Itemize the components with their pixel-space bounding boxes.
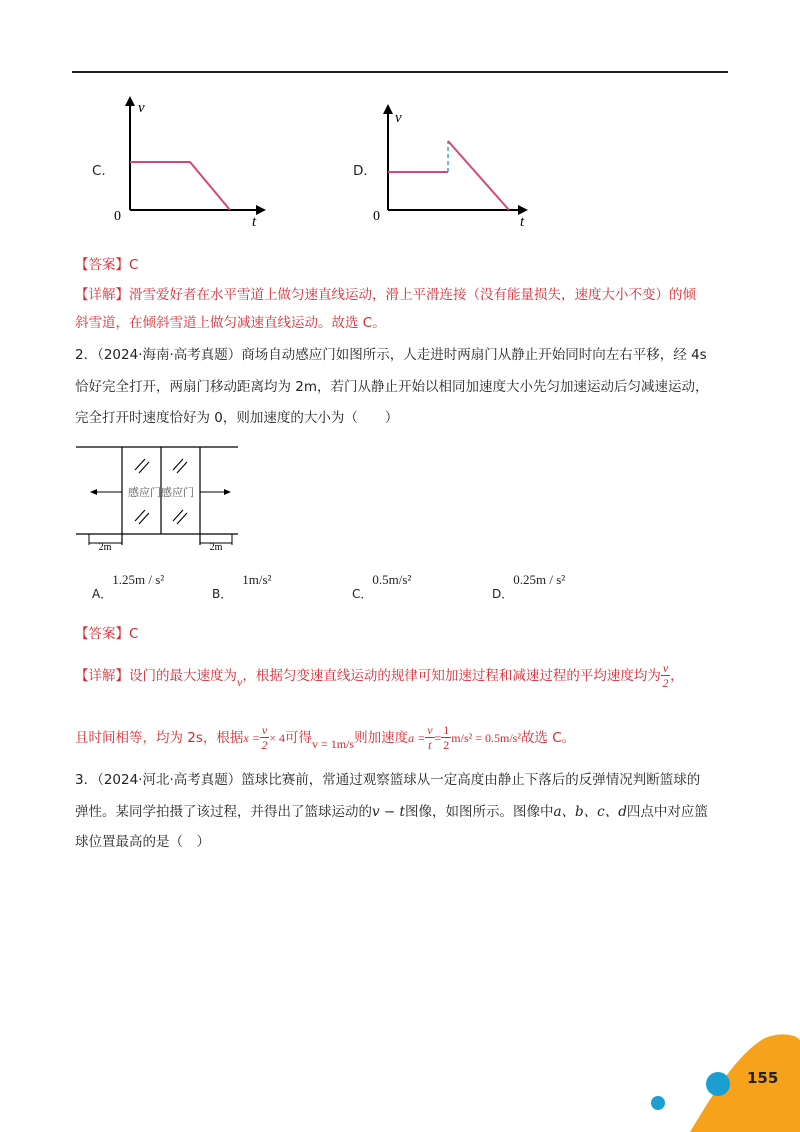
graph-c-v-label: v (138, 100, 145, 116)
q3-stem-line1: 3．（2024·河北·高考真题）篮球比赛前，常通过观察篮球从一定高度由静止下落后的反弹情况判断篮球的 (75, 772, 701, 788)
q2-formula-v: v = 1m/s (311, 737, 355, 751)
q2-stem-line2: 恰好完全打开，两扇门移动距离均为 2m，若门从静止开始以相同加速度大小先匀加速运动后匀减速运动， (75, 379, 709, 395)
q2-formula-x-tail: × 4 (269, 731, 285, 745)
graph-d-t-label: t (520, 214, 525, 230)
q3-vt-symbol: v − t (372, 804, 405, 820)
page-number: 155 (747, 1069, 779, 1087)
option-c[interactable] (352, 572, 412, 602)
option-b[interactable] (212, 572, 272, 602)
q2-detail-a: 设门的最大速度为 (129, 668, 237, 684)
q2-formula-x: x = (243, 731, 260, 745)
q1-detail-text1: 滑雪爱好者在水平雪道上做匀速直线运动，滑上平滑连接（没有能量损失，速度大小不变）的倾 (129, 287, 696, 303)
q2-detail2-d: 故选 C。 (520, 730, 576, 746)
option-c-letter: C． (352, 587, 373, 601)
header-rule (72, 71, 728, 73)
q3-stem-line2: 弹性。某同学拍摄了该过程，并得出了篮球运动的v − t图像，如图所示。图像中a、b、c、d四点中对应篮 (75, 804, 708, 820)
q2-detail-line1 (75, 660, 684, 692)
graph-c (108, 92, 273, 232)
option-d-letter: D． (492, 587, 514, 601)
graph-d (368, 92, 538, 232)
dim-right-label: 2m (209, 542, 223, 553)
q1-detail-line1 (75, 285, 696, 305)
q2-var-v: v (237, 675, 243, 689)
option-a-value: 1.25m / s² (112, 572, 165, 587)
option-b-value: 1m/s² (242, 572, 272, 587)
q2-stem-line1: 2．（2024·海南·高考真题）商场自动感应门如图所示，人走进时两扇门从静止开始同时向左右平移，经 4s (75, 347, 707, 363)
left-arrow-icon (90, 489, 97, 495)
sensor-door-figure (72, 442, 247, 554)
q2-detail-line2 (75, 722, 575, 754)
q1-answer: 【答案】C (75, 257, 139, 273)
graph-d-origin: 0 (373, 209, 380, 224)
graph-c-x-arrow (256, 205, 266, 215)
option-d[interactable] (492, 572, 566, 602)
graph-d-decreasing-segment (448, 141, 509, 210)
graph-d-v-label: v (395, 110, 402, 126)
q2-detail-b: ，根据匀变速直线运动的规律可知加速过程和减速过程的平均速度均为 (242, 668, 661, 684)
option-a-letter: A． (92, 587, 113, 601)
fraction-v-over-2: $\frac{v}{2}$ (662, 661, 669, 690)
option-c-label: C. (92, 163, 106, 179)
q2-stem-line3: 完全打开时速度恰好为 0，则加速度的大小为（ ） (75, 410, 399, 426)
q2-formula-result: m/s² = 0.5m/s² (451, 731, 521, 745)
q2-formula-a: a = (408, 731, 426, 745)
q2-detail2-a: 且时间相等，均为 2s，根据 (75, 730, 244, 746)
right-arrow-icon (224, 489, 231, 495)
graph-c-origin: 0 (114, 209, 121, 224)
graph-d-y-arrow (383, 104, 393, 114)
blue-dot-small (651, 1096, 665, 1110)
blue-dot-large (706, 1072, 730, 1096)
fraction-v-over-t: $\frac{v}{t}$ (427, 723, 433, 752)
graph-c-y-arrow (125, 96, 135, 106)
q1-detail-line2: 斜雪道，在倾斜雪道上做匀减速直线运动。故选 C。 (75, 315, 386, 331)
q2-detail-tag: 【详解】 (75, 668, 129, 684)
option-a[interactable] (92, 572, 165, 602)
q1-detail-tag: 【详解】 (75, 287, 129, 303)
fraction-v-over-2-b: $\frac{v}{2}$ (261, 723, 268, 752)
fraction-1-over-2: $\frac{1}{2}$ (443, 723, 450, 752)
option-c-value: 0.5m/s² (372, 572, 412, 587)
door-label: 感应门感应门 (128, 486, 194, 499)
q2-formula-eq: = (434, 731, 442, 745)
dim-left-label: 2m (98, 542, 112, 553)
q2-detail-c: ， (670, 668, 684, 684)
graph-c-t-label: t (252, 214, 257, 230)
q2-detail2-c: 则加速度 (354, 730, 409, 746)
q2-answer: 【答案】C (75, 626, 139, 642)
option-d-value: 0.25m / s² (513, 572, 566, 587)
option-b-letter: B． (212, 587, 233, 601)
option-d-label: D. (353, 163, 368, 179)
q3-points: a、b、c、d (553, 804, 627, 820)
q2-detail2-b: 可得 (284, 730, 312, 746)
graph-c-velocity-line (130, 162, 230, 210)
q3-stem-line3: 球位置最高的是（ ） (75, 834, 210, 850)
